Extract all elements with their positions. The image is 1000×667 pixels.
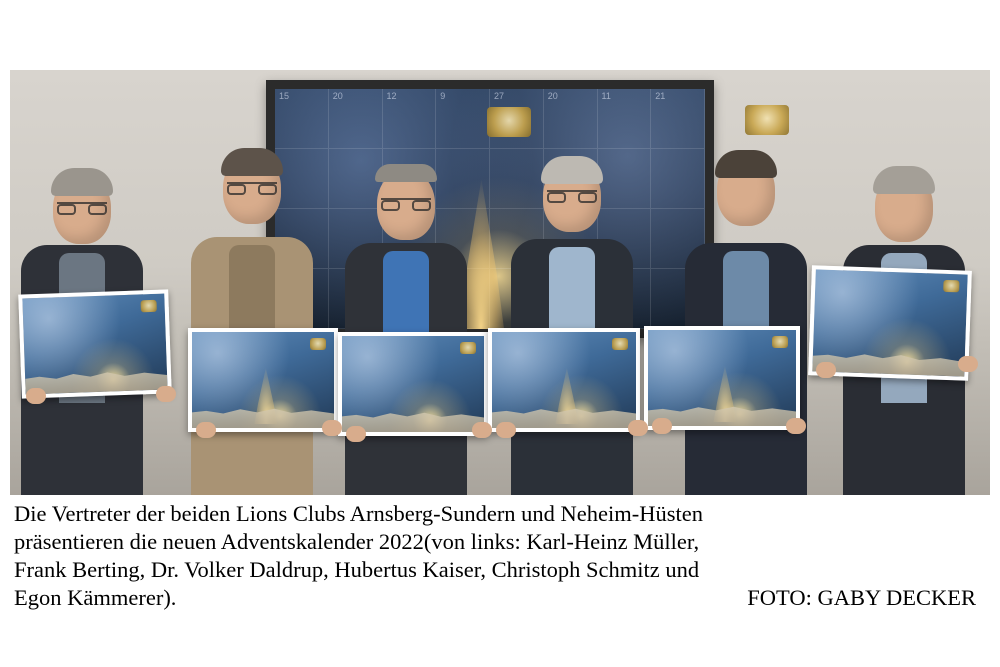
advent-door: 20 (329, 89, 383, 149)
hand (156, 386, 176, 402)
hand (496, 422, 516, 438)
advent-door: 12 (383, 89, 437, 149)
caption-line-4: Egon Kämmerer). (14, 585, 177, 610)
person-4-glasses-icon (547, 190, 597, 202)
hand (322, 420, 342, 436)
advent-calendar-print-5 (644, 326, 800, 430)
caption-line-2: präsentieren die neuen Adventskalender 2022(von links: Karl-Heinz Müller, (14, 529, 700, 554)
person-3 (342, 148, 470, 495)
person-3-glasses-icon (381, 198, 431, 210)
townscape-illustration (25, 364, 168, 395)
caption-line-3: Frank Berting, Dr. Volker Daldrup, Hubertus Kaiser, Christoph Schmitz und (14, 557, 700, 582)
person-1-hair (51, 168, 113, 196)
person-5-hair (715, 150, 777, 178)
lions-club-emblem-icon (487, 107, 531, 137)
person-4 (508, 148, 636, 495)
hand (816, 362, 836, 378)
hand (472, 422, 492, 438)
advent-door: 11 (598, 89, 652, 149)
advent-door: 21 (651, 89, 705, 149)
advent-calendar-print-2 (188, 328, 338, 432)
person-2 (188, 148, 316, 495)
hand (958, 356, 978, 372)
person-4-hair (541, 156, 603, 184)
advent-calendar-print-4 (488, 328, 640, 432)
advent-door: 27 (490, 89, 544, 149)
caption-line-1: Die Vertreter der beiden Lions Clubs Arnsberg-Sundern und Neheim-Hüsten (14, 501, 704, 526)
press-photo (10, 70, 990, 495)
hand (346, 426, 366, 442)
lions-club-emblem-icon (772, 336, 788, 348)
advent-calendar-print-1 (18, 289, 172, 398)
lions-club-emblem-icon (310, 338, 326, 350)
hand (628, 420, 648, 436)
advent-calendar-print-3 (338, 332, 488, 436)
advent-door: 20 (544, 89, 598, 149)
person-5 (682, 148, 810, 495)
lions-club-emblem-icon (745, 105, 789, 135)
caption-last-row (14, 584, 976, 612)
person-2-hair (221, 148, 283, 176)
lions-club-emblem-icon (612, 338, 628, 350)
person-6-hair (873, 166, 935, 194)
photo-scene (10, 70, 990, 495)
hand (26, 388, 46, 404)
photo-credit: FOTO: GABY DECKER (747, 585, 976, 610)
advent-door: 15 (275, 89, 329, 149)
lions-club-emblem-icon (943, 280, 959, 293)
person-2-glasses-icon (227, 182, 277, 194)
hand (196, 422, 216, 438)
lions-club-emblem-icon (460, 342, 476, 354)
hand (786, 418, 806, 434)
photo-caption (14, 500, 976, 612)
lions-club-emblem-icon (141, 300, 157, 313)
advent-door: 9 (436, 89, 490, 149)
hand (652, 418, 672, 434)
person-1-glasses-icon (57, 202, 107, 214)
person-3-hair (375, 164, 437, 182)
